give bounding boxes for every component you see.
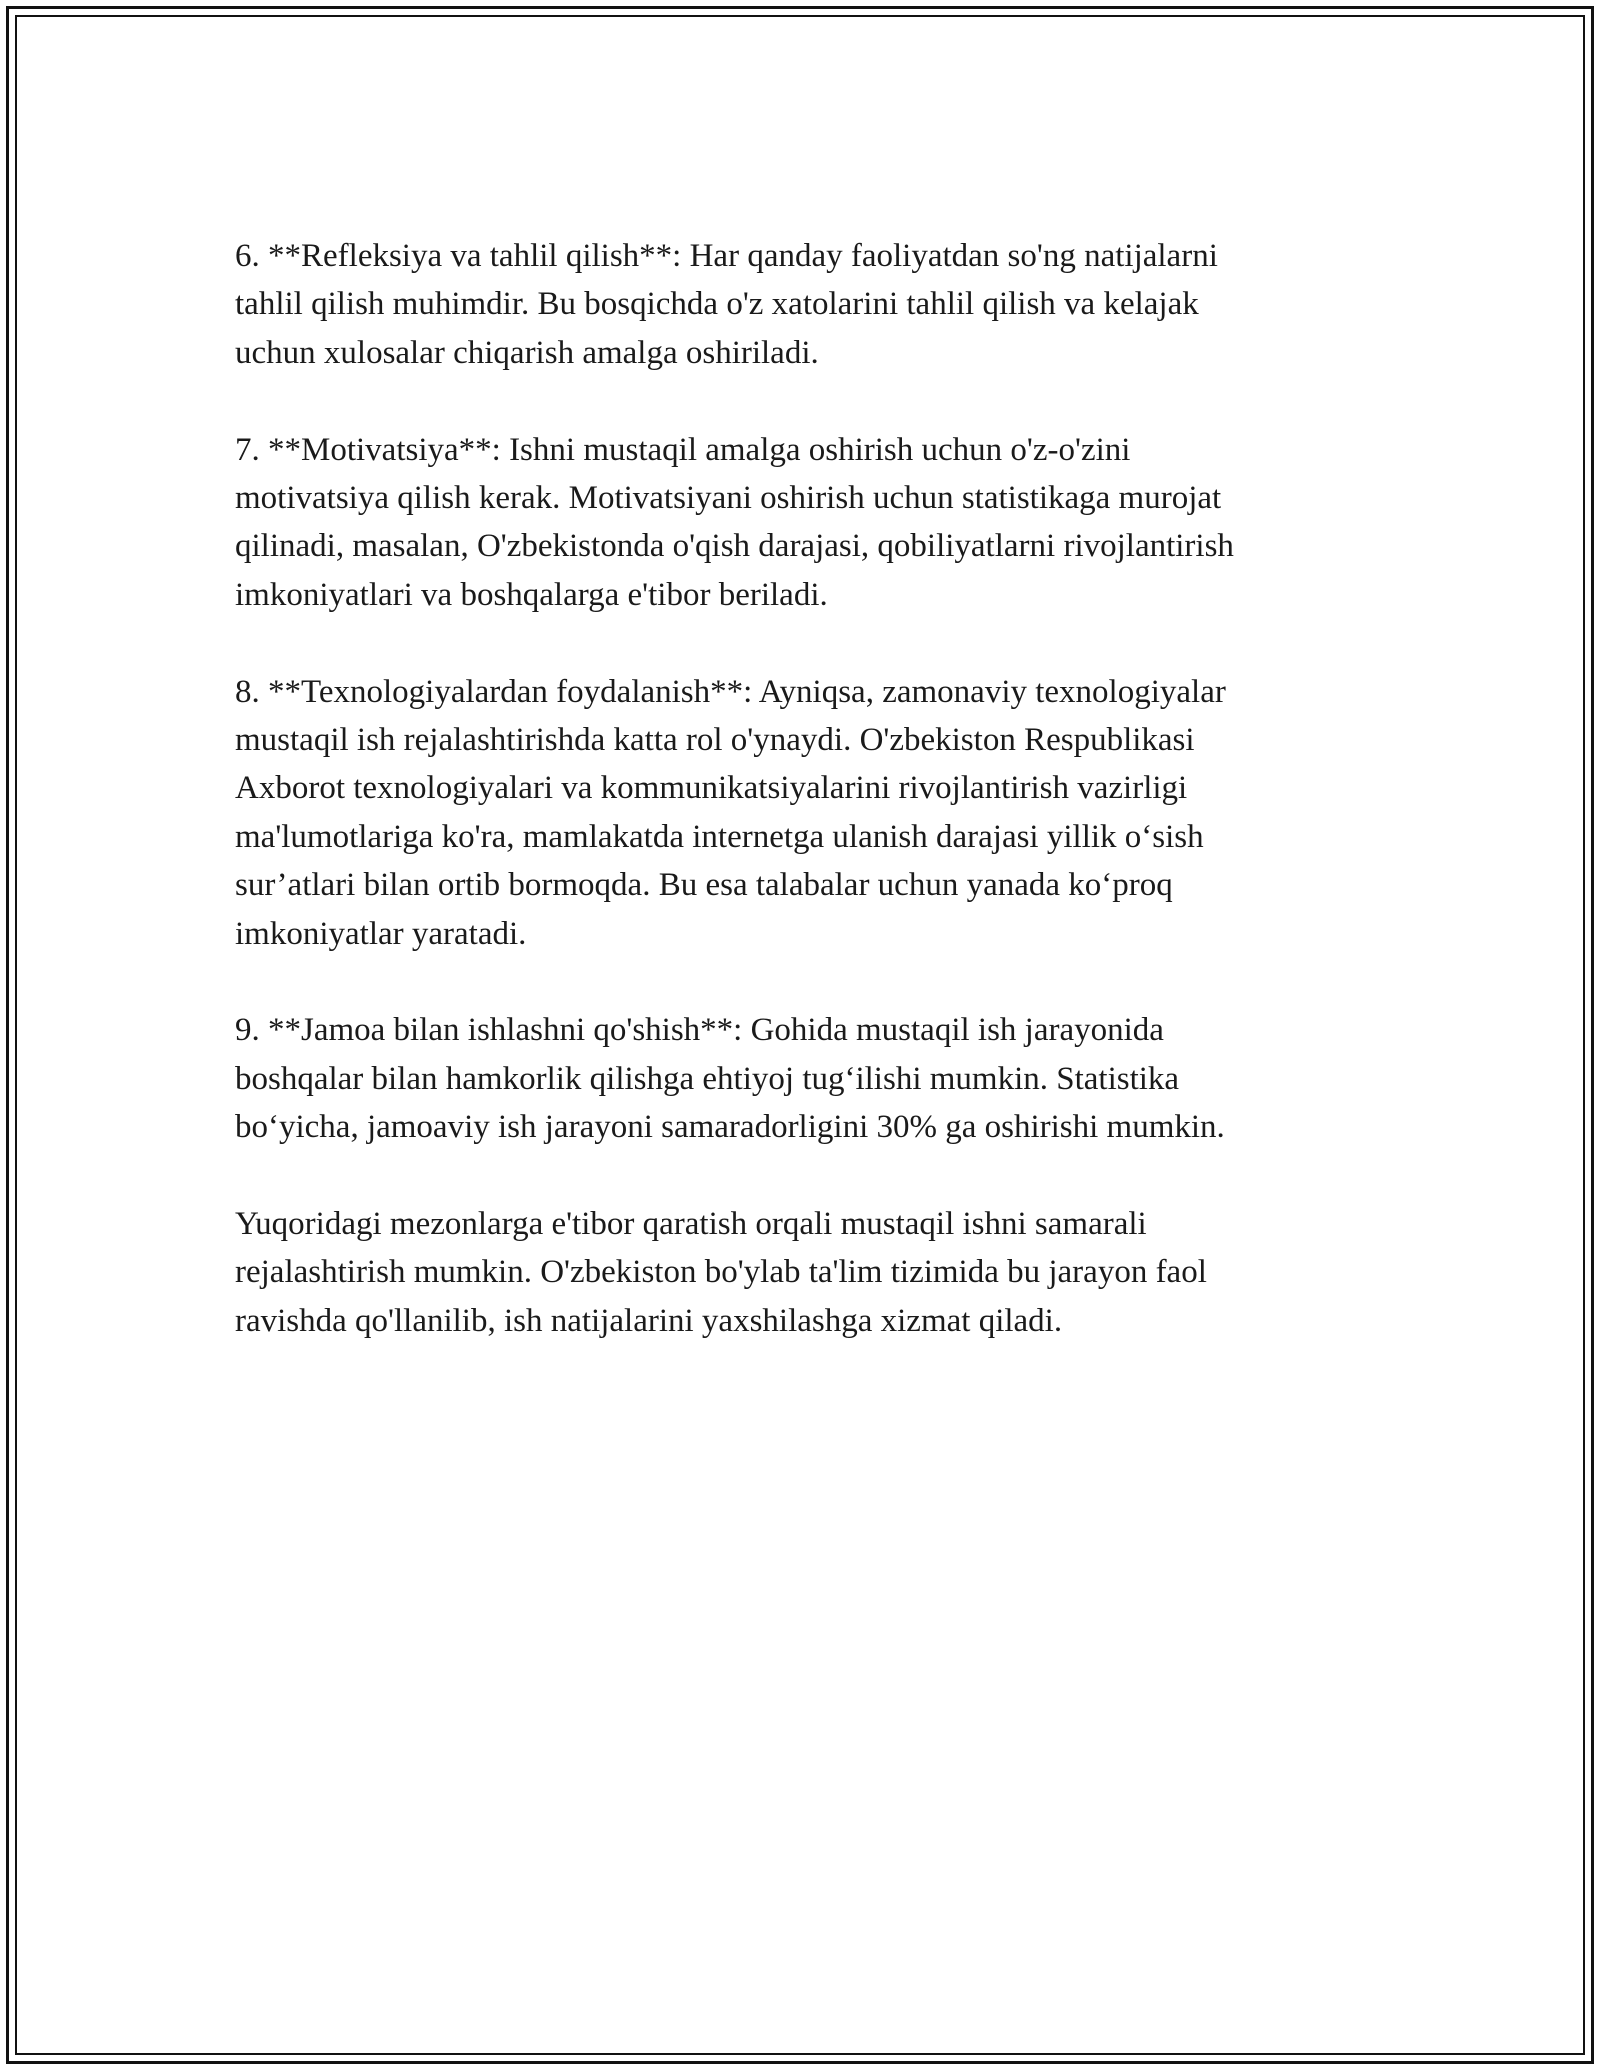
text-line: Axborot texnologiyalari va kommunikatsiyalarini rivojlantirish vazirligi (235, 770, 1188, 807)
document-body (235, 232, 1365, 1345)
text-line: tahlil qilish muhimdir. Bu bosqichda o'z xatolarini tahlil qilish va kelajak (235, 286, 1199, 323)
text-line: 7. **Motivatsiya**: Ishni mustaqil amalga oshirish uchun o'z-o'zini (235, 431, 1131, 468)
text-line: bo‘yicha, jamoaviy ish jarayoni samaradorligini 30% ga oshirishi mumkin. (235, 1109, 1225, 1146)
paragraph-reflection (235, 232, 1365, 377)
paragraph-motivation (235, 426, 1365, 620)
text-line: Yuqoridagi mezonlarga e'tibor qaratish orqali mustaqil ishni samarali (235, 1206, 1147, 1243)
text-line: ma'lumotlariga ko'ra, mamlakatda internetga ulanish darajasi yillik o‘sish (235, 818, 1204, 855)
text-line: imkoniyatlari va boshqalarga e'tibor beriladi. (235, 576, 828, 613)
text-line: imkoniyatlar yaratadi. (235, 915, 527, 952)
text-line: 8. **Texnologiyalardan foydalanish**: Ayniqsa, zamonaviy texnologiyalar (235, 673, 1226, 710)
paragraph-technology (235, 668, 1365, 958)
text-line: boshqalar bilan hamkorlik qilishga ehtiyoj tug‘ilishi mumkin. Statistika (235, 1060, 1180, 1097)
text-line: qilinadi, masalan, O'zbekistonda o'qish darajasi, qobiliyatlarni rivojlantirish (235, 528, 1234, 565)
paragraph-conclusion (235, 1200, 1365, 1345)
paragraph-teamwork (235, 1006, 1365, 1151)
text-line: 6. **Refleksiya va tahlil qilish**: Har qanday faoliyatdan so'ng natijalarni (235, 238, 1218, 274)
text-line: motivatsiya qilish kerak. Motivatsiyani oshirish uchun statistikaga murojat (235, 480, 1222, 517)
text-line: ravishda qo'llanilib, ish natijalarini yaxshilashga xizmat qiladi. (235, 1302, 1063, 1339)
text-line: uchun xulosalar chiqarish amalga oshiriladi. (235, 334, 819, 371)
text-line: mustaqil ish rejalashtirishda katta rol o'ynaydi. O'zbekiston Respublikasi (235, 722, 1195, 759)
text-line: sur’atlari bilan ortib bormoqda. Bu esa talabalar uchun yanada ko‘proq (235, 867, 1173, 904)
text-line: 9. **Jamoa bilan ishlashni qo'shish**: Gohida mustaqil ish jarayonida (235, 1012, 1164, 1049)
text-line: rejalashtirish mumkin. O'zbekiston bo'ylab ta'lim tizimida bu jarayon faol (235, 1254, 1207, 1291)
